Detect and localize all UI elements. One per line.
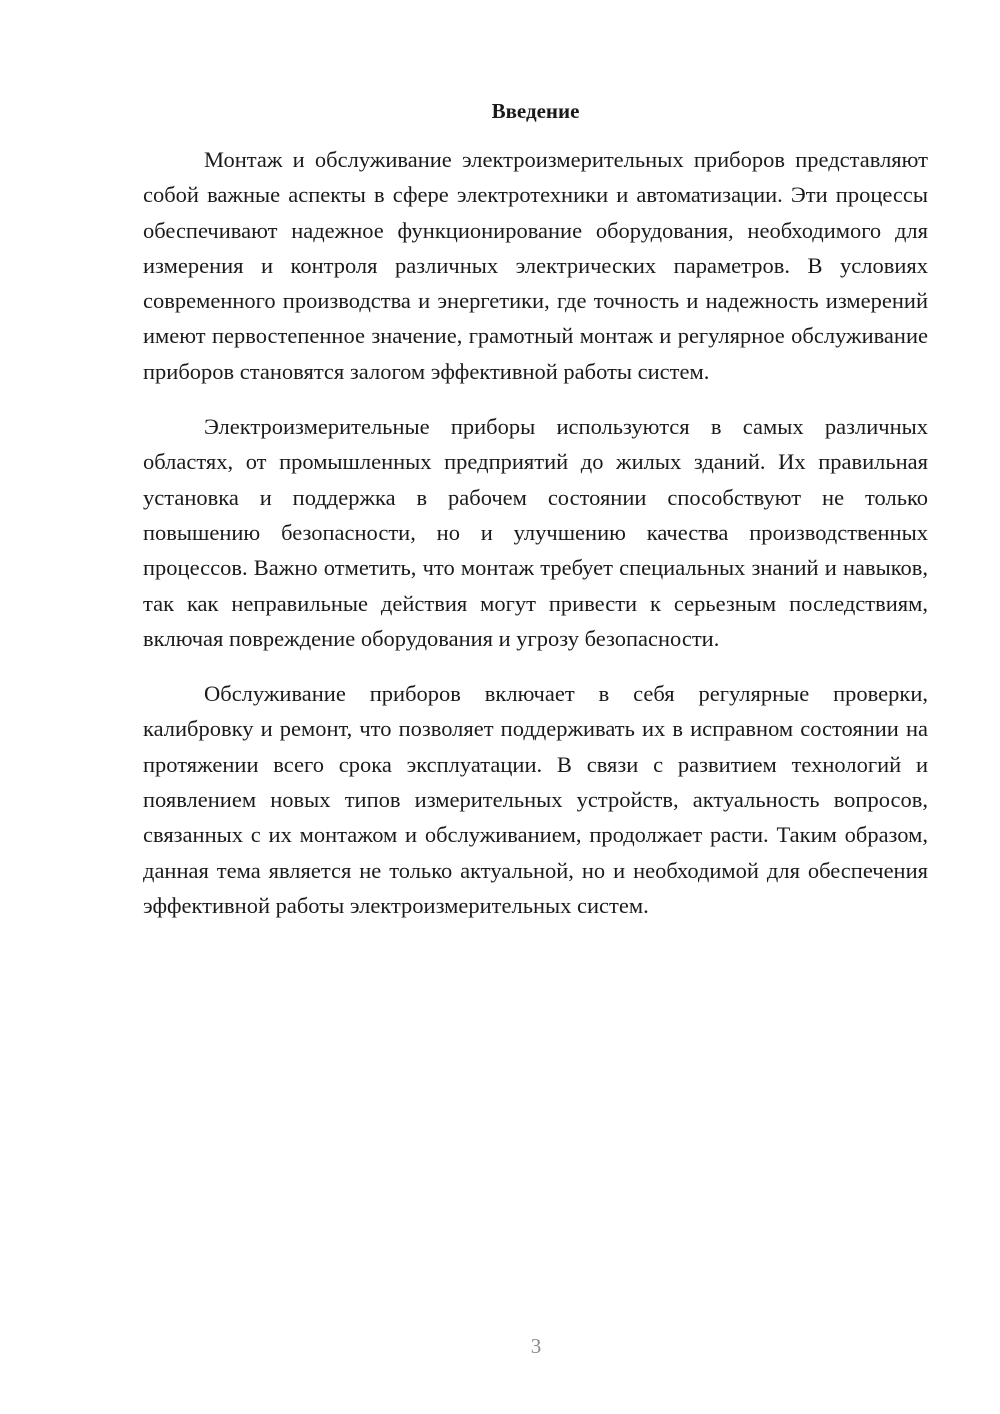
paragraph: Монтаж и обслуживание электроизмерительных приборов представляют собой важные аспекты в сфере электротехники и автоматизации. Эти процессы обеспечивают надежное функционирование оборудования, необходимого для измерения и контроля различных электрических параметров. В условиях современного производства и энергетики, где точность и надежность измерений имеют первостепенное значение, грамотный монтаж и регулярное обслуживание приборов становятся залогом эффективной работы систем. bbox=[143, 147, 928, 384]
body-text bbox=[143, 142, 928, 923]
page-number: 3 bbox=[530, 1334, 542, 1358]
section-heading: Введение bbox=[491, 99, 580, 123]
paragraph: Обслуживание приборов включает в себя регулярные проверки, калибровку и ремонт, что позволяет поддерживать их в исправном состоянии на протяжении всего срока эксплуатации. В связи с развитием технологий и появлением новых типов измерительных устройств, актуальность вопросов, связанных с их монтажом и обслуживанием, продолжает расти. Таким образом, данная тема является не только актуальной, но и необходимой для обеспечения эффективной работы электроизмерительных систем. bbox=[143, 681, 928, 918]
paragraph: Электроизмерительные приборы используются в самых различных областях, от промышленных предприятий до жилых зданий. Их правильная установка и поддержка в рабочем состоянии способствуют не только повышению безопасности, но и улучшению качества производственных процессов. Важно отметить, что монтаж требует специальных знаний и навыков, так как неправильные действия могут привести к серьезным последствиям, включая повреждение оборудования и угрозу безопасности. bbox=[143, 414, 928, 651]
